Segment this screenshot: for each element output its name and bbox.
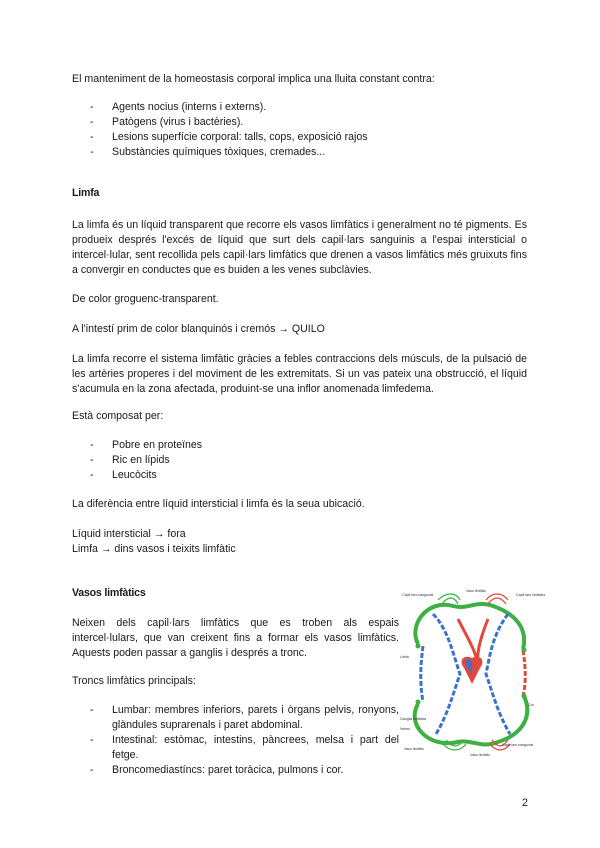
list-item: - Pobre en proteïnes xyxy=(90,439,203,451)
diagram-label: Vaso limfàtic xyxy=(470,753,491,757)
diagram-label: Capil·lars limfàtics xyxy=(516,593,546,597)
limfa-line: Limfa → dins vasos i teixits limfàtic xyxy=(72,543,236,555)
list-item: - Leucòcits xyxy=(90,469,157,481)
page-number: 2 xyxy=(521,797,528,809)
diagram-label: Ganglis limfàtics xyxy=(400,717,427,721)
intro-list xyxy=(72,100,532,160)
diagram-label: Capil·lars sanguinis xyxy=(402,593,434,597)
limfa-color: De color groguenc-transparent. xyxy=(72,293,219,305)
list-item: - Lesions superfície corporal: talls, cops, exposició rajos xyxy=(90,131,368,143)
vasos-paragraph: Neixen dels capil·lars limfàtics que es troben als espais intercel·lulars, que van creixent fins a formar els vasos limfàtics. Aquests poden passar a ganglis i després a tronc. xyxy=(72,617,399,659)
section-heading-vasos: Vasos limfàtics xyxy=(72,587,146,599)
diagram-label: Capil·lars sanguinis xyxy=(502,743,534,747)
intro-text: El manteniment de la homeostasis corporal implica una lluita constant contra: xyxy=(72,73,435,85)
troncs-intro: Troncs limfàtics principals: xyxy=(72,675,196,687)
list-item: - Intestinal: estòmac, intestins, pàncrees, melsa i part del fetge. xyxy=(90,734,399,761)
limfa-diferencia: La diferència entre líquid intersticial i limfa és la seua ubicació. xyxy=(72,498,365,510)
diagram-label: Cor xyxy=(528,703,534,707)
lymphatic-circulation-diagram xyxy=(398,584,548,760)
section-heading-limfa: Limfa xyxy=(72,187,100,199)
vein-path-right xyxy=(486,614,510,734)
limfa-paragraph-2: La limfa recorre el sistema limfàtic gràcies a febles contraccions dels músculs, de la pulsació de les artèries properes i del moviment de les extremitats. Si un vas pateix una obstrucció, el líquid s'acumula en la zona afectada, produint-se una inflor anomenada limfedema. xyxy=(72,353,527,395)
list-item: - Substàncies químiques tòxiques, cremades... xyxy=(90,146,326,158)
list-item: - Lumbar: membres inferiors, parets i òrgans pelvis, ronyons, glàndules suprarenals i paret abdominal. xyxy=(90,704,399,731)
diagram-label: Limfa xyxy=(400,655,409,659)
vein-path xyxy=(421,614,460,734)
limfa-list xyxy=(72,438,532,483)
diagram-label: Vaso limfàtic xyxy=(466,589,487,593)
list-item: - Agents nocius (interns i externs). xyxy=(90,101,267,113)
artery-path xyxy=(523,650,525,696)
liquid-intersticial-line: Líquid intersticial → fora xyxy=(72,528,186,540)
limfa-paragraph-1: La limfa és un líquid transparent que recorre els vasos limfàtics i generalment no té pigments. Es produeix després l'excés de líquid que surt dels capil·lars sanguinis a l'espai intersticial o intercel·lular, sent recollida pels capil·lars limfàtics que drenen a vasos limfàtics més gruixuts fins a convergir en conductes que es buiden a les venes subclàvies. xyxy=(72,219,527,276)
lymph-lower-loop xyxy=(415,696,528,745)
diagram-label: Vaso limfàtic xyxy=(404,747,425,751)
list-item: - Broncomediastíncs: paret toràcica, pulmons i cor. xyxy=(90,764,344,776)
limfa-intesti: A l'intestí prim de color blanquinós i cremós → QUILO xyxy=(72,323,325,335)
limfa-composat: Està composat per: xyxy=(72,410,164,422)
list-item: - Patògens (virus i bactèries). xyxy=(90,116,244,128)
diagram-label: Venes xyxy=(400,727,410,731)
troncs-list xyxy=(72,703,399,778)
list-item: - Ric en lípids xyxy=(90,454,170,466)
heart xyxy=(462,657,483,684)
